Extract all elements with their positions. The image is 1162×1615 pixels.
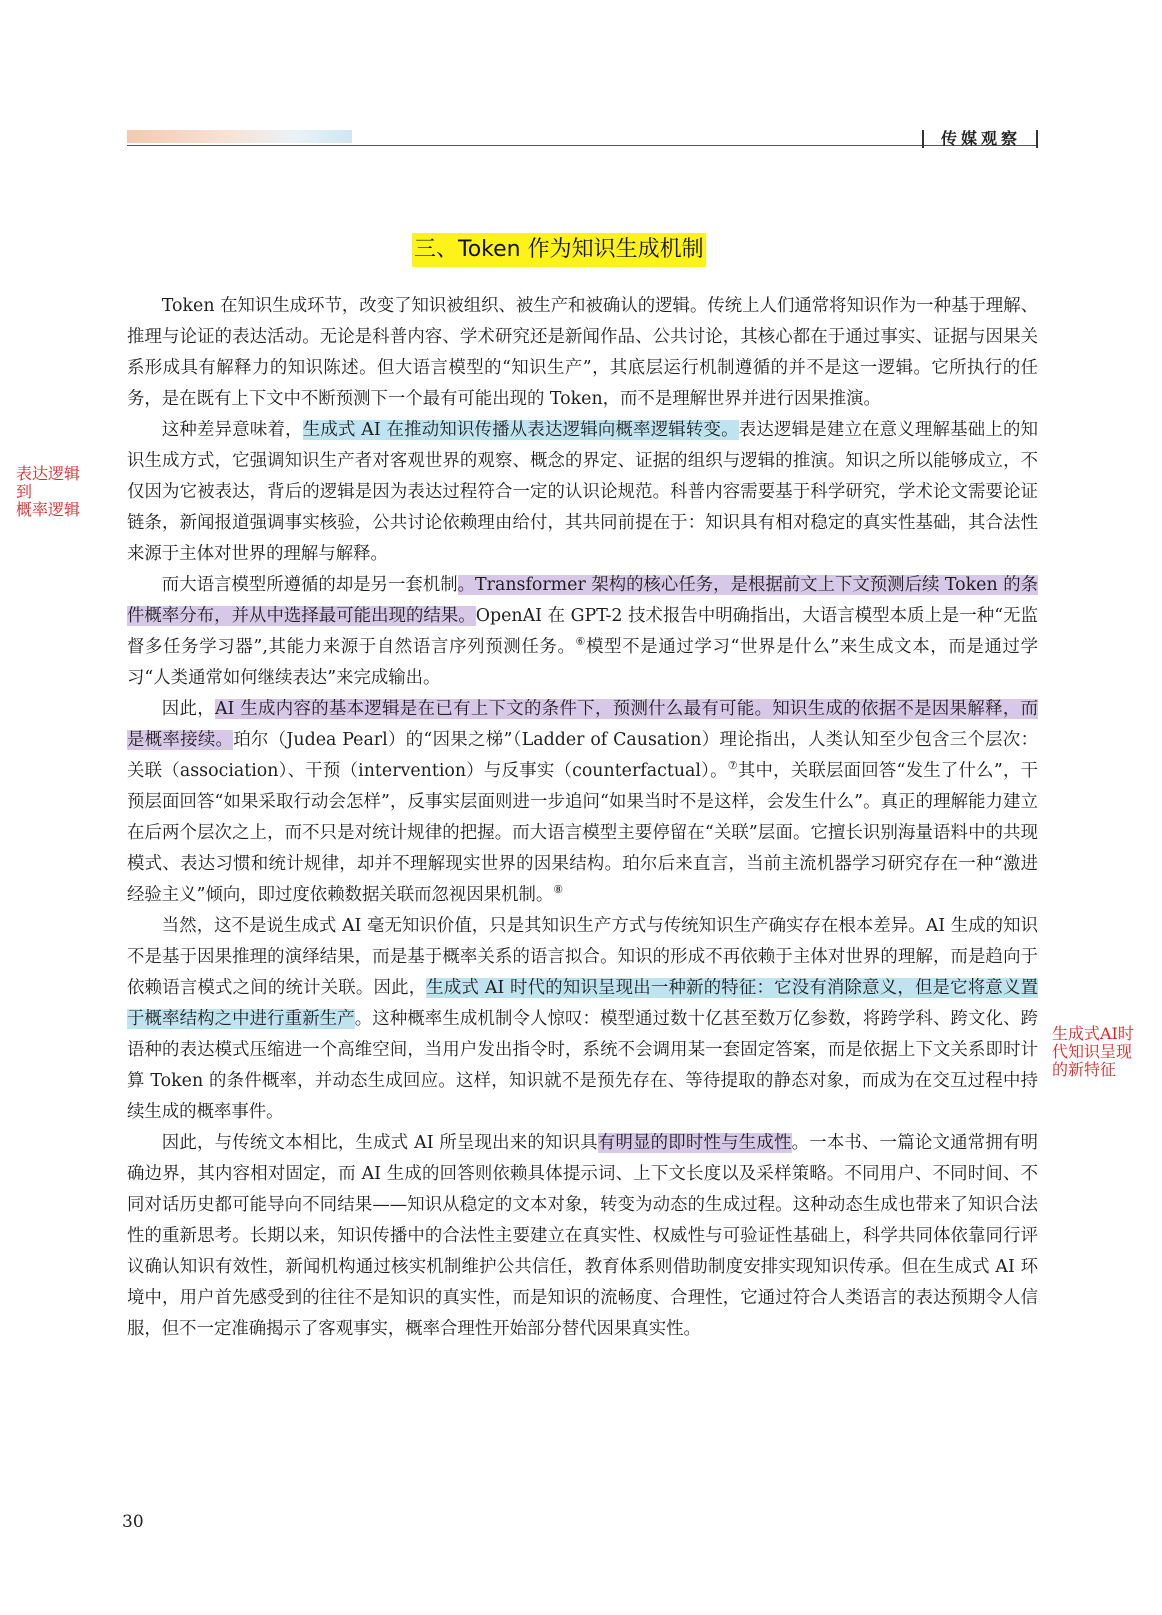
- paragraph-5-text-cont: 。这种概率生成机制令人惊叹：模型通过数十亿甚至数万亿参数，将跨学科、跨文化、跨语种的表达模式压缩进一个高维空间，当用户发出指令时，系统不会调用某一套固定答案，而是依据上下文关系即时计算 Token 的条件概率，并动态生成回应。这样，知识就不是预先存在、等待提取的静态对象，而成为在交互过程中持续生成的概率事件。: [127, 1009, 1038, 1122]
- paragraph-2: [127, 415, 1038, 570]
- paragraph-6-text: 因此，与传统文本相比，生成式 AI 所呈现出来的知识具: [161, 1133, 598, 1153]
- annotation-line: 生成式AI时: [1052, 1024, 1134, 1043]
- paragraph-5: [127, 911, 1038, 1128]
- highlight-immediacy-generativity: 有明显的即时性与生成性: [597, 1133, 792, 1153]
- paragraph-2-text-cont: 表达逻辑是建立在意义理解基础上的知识生成方式，它强调知识生产者对客观世界的观察、概念的界定、证据的组织与逻辑的推演。知识之所以能够成立，不仅因为它被表达，背后的逻辑是因为表达过程符合一定的认识论规范。科普内容需要基于科学研究，学术论文需要论证链条，新闻报道强调事实核验，公共讨论依赖理由给付，其共同前提在于：知识具有相对稳定的真实性基础，其合法性来源于主体对世界的理解与解释。: [127, 420, 1038, 564]
- paragraph-3-text: 而大语言模型所遵循的却是另一套机制: [161, 575, 458, 595]
- paragraph-4-text: 因此，: [161, 699, 215, 719]
- page-number: 30: [122, 1512, 144, 1532]
- paragraph-6-text-cont: 。一本书、一篇论文通常拥有明确边界，其内容相对固定，而 AI 生成的回答则依赖具体提示词、上下文长度以及采样策略。不同用户、不同时间、不同对话历史都可能导向不同结果——知识从稳定的文本对象，转变为动态的生成过程。这种动态生成也带来了知识合法性的重新思考。长期以来，知识传播中的合法性主要建立在真实性、权威性与可验证性基础上，科学共同体依靠同行评议确认知识有效性，新闻机构通过核实机制维护公共信任，教育体系则借助制度安排实现知识传承。但在生成式 AI 环境中，用户首先感受到的往往不是知识的真实性，而是知识的流畅度、合理性，它通过符合人类语言的表达预期令人信服，但不一定准确揭示了客观事实，概率合理性开始部分替代因果真实性。: [127, 1133, 1038, 1339]
- margin-annotation-right: [1052, 1025, 1152, 1079]
- annotation-line: 代知识呈现: [1052, 1042, 1133, 1061]
- footnote-ref-8: ⑧: [553, 883, 564, 897]
- header-divider-left: [922, 130, 924, 148]
- paragraph-5-text: 当然，这不是说生成式 AI 毫无知识价值，只是其知识生产方式与传统知识生产确实存在根本差异。AI 生成的知识不是基于因果推理的演绎结果，而是基于概率关系的语言拟合。知识的形成不再依赖于主体对世界的理解，而是趋向于依赖语言模式之间的统计关联。因此，: [127, 916, 1038, 998]
- paragraph-3: [127, 570, 1038, 694]
- article-body: [127, 291, 1038, 1345]
- annotation-line: 概率逻辑: [16, 500, 81, 519]
- annotation-line: 表达逻辑: [16, 464, 81, 483]
- highlight-new-feature: 生成式 AI 时代的知识呈现出一种新的特征：它没有消除意义，但是它将意义置于概率结构之中进行重新生产: [127, 978, 1038, 1029]
- paragraph-4-text-cont: 珀尔（Judea Pearl）的“因果之梯”（Ladder of Causation）理论指出，人类认知至少包含三个层次：关联（association）、干预（intervention）与反事实（counterfactual）。: [127, 730, 1038, 781]
- footnote-ref-7: ⑦: [727, 759, 738, 773]
- paragraph-4: [127, 694, 1038, 911]
- header-decor-gradient: [127, 130, 352, 143]
- journal-name: 传媒观察: [940, 129, 1021, 148]
- header-divider-right: [1036, 130, 1038, 148]
- margin-annotation-left: [16, 465, 96, 519]
- section-title: 三、Token 作为知识生成机制: [412, 233, 706, 267]
- paragraph-4-text-mid: 其中，关联层面回答“发生了什么”，干预层面回答“如果采取行动会怎样”，反事实层面则进一步追问“如果当时不是这样，会发生什么”。真正的理解能力建立在后两个层次之上，而不只是对统计规律的把握。而大语言模型主要停留在“关联”层面。它擅长识别海量语料中的共现模式、表达习惯和统计规律，却并不理解现实世界的因果结构。珀尔后来直言，当前主流机器学习研究存在一种“激进经验主义”倾向，即过度依赖数据关联而忽视因果机制。: [127, 761, 1038, 905]
- paragraph-3-text-cont: OpenAI 在 GPT-2 技术报告中明确指出，大语言模型本质上是一种“无监督多任务学习器”,其能力来源于自然语言序列预测任务。: [127, 606, 1038, 657]
- paragraph-6: [127, 1128, 1038, 1345]
- annotation-line: 的新特征: [1052, 1060, 1117, 1079]
- footnote-ref-6: ⑥: [575, 635, 587, 649]
- highlight-transformer-task: 。Transformer 架构的核心任务，是根据前文上下文预测后续 Token 的条件概率分布，并从中选择最可能出现的结果。: [127, 575, 1038, 626]
- paragraph-3-text-end: 模型不是通过学习“世界是什么”来生成文本，而是通过学习“人类通常如何继续表达”来完成输出。: [127, 637, 1038, 688]
- paragraph-2-text: 这种差异意味着，: [161, 420, 303, 440]
- highlight-ai-basic-logic: AI 生成内容的基本逻辑是在已有上下文的条件下，预测什么最有可能。知识生成的依据不是因果解释，而是概率接续。: [127, 699, 1038, 750]
- highlight-expression-to-probability: 生成式 AI 在推动知识传播从表达逻辑向概率逻辑转变。: [302, 420, 739, 440]
- annotation-line: 到: [16, 482, 33, 501]
- paragraph-1: Token 在知识生成环节，改变了知识被组织、被生产和被确认的逻辑。传统上人们通常将知识作为一种基于理解、推理与论证的表达活动。无论是科普内容、学术研究还是新闻作品、公共讨论，其核心都在于通过事实、证据与因果关系形成具有解释力的知识陈述。但大语言模型的“知识生产”，其底层运行机制遵循的并不是这一逻辑。它所执行的任务，是在既有上下文中不断预测下一个最有可能出现的 Token，而不是理解世界并进行因果推演。: [127, 296, 1038, 409]
- header-rule: [127, 145, 1038, 146]
